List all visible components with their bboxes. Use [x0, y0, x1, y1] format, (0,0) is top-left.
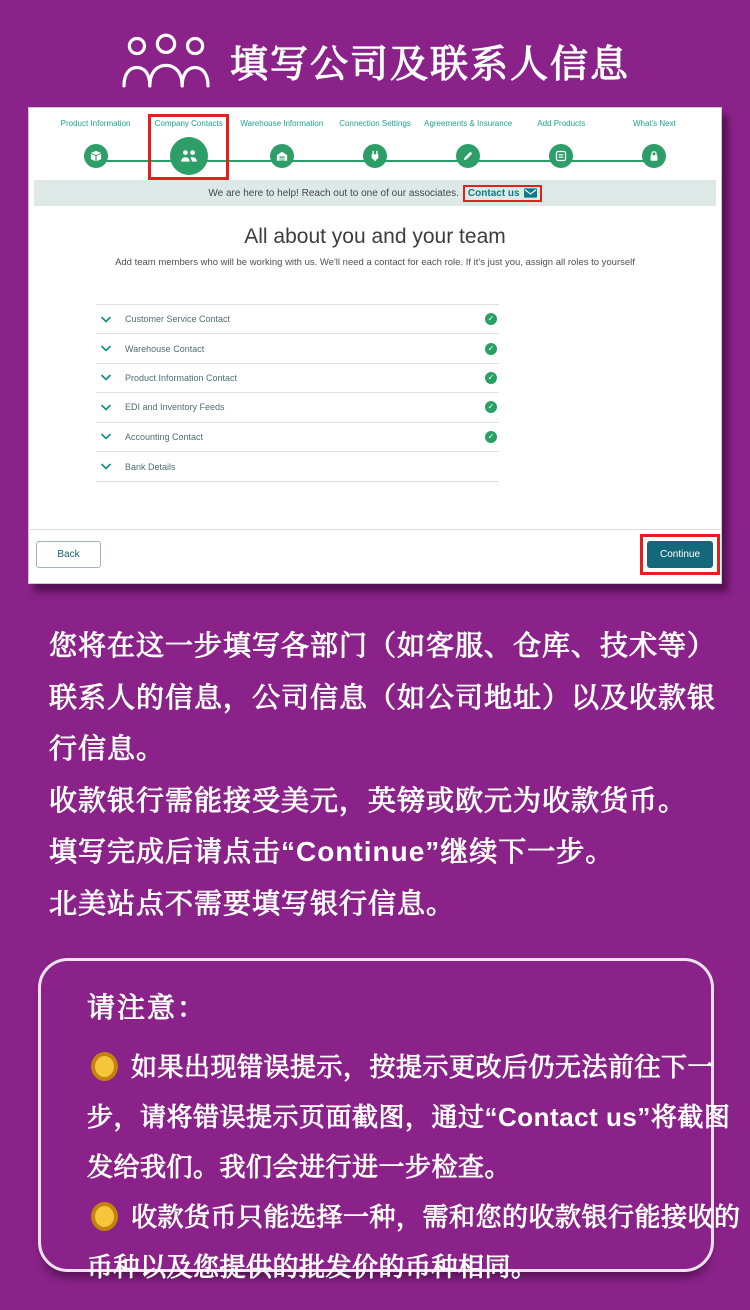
- box-icon: [84, 144, 108, 168]
- notice-line: 如果出现错误提示，按提示更改后仍无法前往下一: [87, 1042, 689, 1092]
- notice-line: 币种以及您提供的批发价的币种相同。: [87, 1252, 538, 1282]
- continue-button[interactable]: Continue: [647, 541, 713, 568]
- stepper-step-label: Warehouse Information: [240, 119, 324, 128]
- notice-title: 请注意：: [87, 992, 208, 1023]
- accordion-row-label: Customer Service Contact: [125, 314, 231, 325]
- accordion-row-label: Accounting Contact: [125, 431, 204, 442]
- accordion-row[interactable]: [96, 423, 499, 452]
- stepper-step-label: Agreements & Insurance: [424, 119, 513, 128]
- stepper-step[interactable]: [422, 114, 515, 186]
- people-icon: [170, 137, 208, 175]
- description-line: 填写完成后请点击“Continue”继续下一步。: [49, 836, 615, 867]
- form-subtitle: Add team members who will be working with us. We'll need a contact for each role. If it's just you, assign all roles to yourself: [115, 257, 635, 268]
- portal-card: [28, 107, 722, 584]
- notice-items: [87, 1042, 741, 1292]
- stepper-step[interactable]: [515, 114, 608, 186]
- accordion-row[interactable]: [96, 364, 499, 393]
- page-title-header: 填写公司及联系人信息: [229, 43, 630, 86]
- envelope-icon: [524, 188, 537, 198]
- chevron-down-icon: [101, 316, 111, 323]
- stepper-step-label: Connection Settings: [339, 119, 411, 128]
- accordion-row[interactable]: [96, 393, 499, 422]
- notice-box: [38, 958, 741, 1282]
- check-icon: ✓: [485, 313, 497, 325]
- list-icon: [549, 144, 573, 168]
- stepper-step-label: Company Contacts: [154, 119, 223, 128]
- chevron-down-icon: [101, 433, 111, 440]
- people-group-icon: [120, 32, 212, 88]
- accordion-row-label: Warehouse Contact: [125, 343, 205, 354]
- accordion-row[interactable]: [96, 305, 499, 334]
- contact-us-link[interactable]: Contact us: [467, 187, 520, 199]
- contact-us-highlight-box: [463, 185, 542, 202]
- warehouse-icon: [270, 144, 294, 168]
- page-header: [0, 24, 750, 96]
- continue-highlight-box: [640, 534, 720, 575]
- bullet-icon: [91, 1052, 118, 1081]
- lock-icon: [642, 144, 666, 168]
- pencil-icon: [456, 144, 480, 168]
- stepper: [29, 114, 721, 186]
- card-footer: [29, 529, 721, 583]
- check-icon: ✓: [485, 431, 497, 443]
- description-line: 行信息。: [49, 733, 166, 764]
- stepper-step[interactable]: [608, 114, 701, 186]
- check-icon: ✓: [485, 401, 497, 413]
- notice-line: 收款货币只能选择一种，需和您的收款银行能接收的: [87, 1192, 689, 1242]
- banner-text: We are here to help! Reach out to one of our associates.: [208, 187, 459, 199]
- description-line: 北美站点不需要填写银行信息。: [49, 887, 456, 919]
- accordion-row-label: EDI and Inventory Feeds: [125, 402, 225, 413]
- accordion-row[interactable]: [96, 334, 499, 363]
- chevron-down-icon: [101, 404, 111, 411]
- accordion-row[interactable]: [96, 452, 499, 481]
- stepper-step[interactable]: [142, 114, 235, 186]
- description-text: [49, 620, 717, 929]
- description-line: 联系人的信息，公司信息（如公司地址）以及收款银: [49, 681, 717, 713]
- chevron-down-icon: [101, 374, 111, 381]
- back-button[interactable]: Back: [36, 541, 101, 568]
- stepper-step-label: What's Next: [632, 119, 676, 128]
- stepper-step-label: Add Products: [537, 119, 586, 128]
- description-line: 您将在这一步填写各部门（如客服、仓库、技术等）: [49, 630, 717, 661]
- form-title: All about you and your team: [244, 225, 506, 248]
- check-icon: ✓: [485, 343, 497, 355]
- plug-icon: [363, 144, 387, 168]
- bullet-icon: [91, 1202, 118, 1231]
- stepper-step[interactable]: [235, 114, 328, 186]
- stepper-step[interactable]: [49, 114, 142, 186]
- accordion-row-label: Product Information Contact: [125, 372, 238, 383]
- chevron-down-icon: [101, 345, 111, 352]
- notice-line: 步，请将错误提示页面截图，通过“Contact us”将截图: [87, 1102, 731, 1132]
- accordion-row-label: Bank Details: [125, 461, 176, 472]
- chevron-down-icon: [101, 463, 111, 470]
- description-line: 收款银行需能接受美元，英镑或欧元为收款货币。: [49, 784, 688, 816]
- contacts-accordion: [96, 304, 499, 482]
- stepper-step-label: Product Information: [60, 119, 131, 128]
- stepper-step[interactable]: [328, 114, 421, 186]
- notice-line: 发给我们。我们会进行进一步检查。: [87, 1152, 512, 1182]
- check-icon: ✓: [485, 372, 497, 384]
